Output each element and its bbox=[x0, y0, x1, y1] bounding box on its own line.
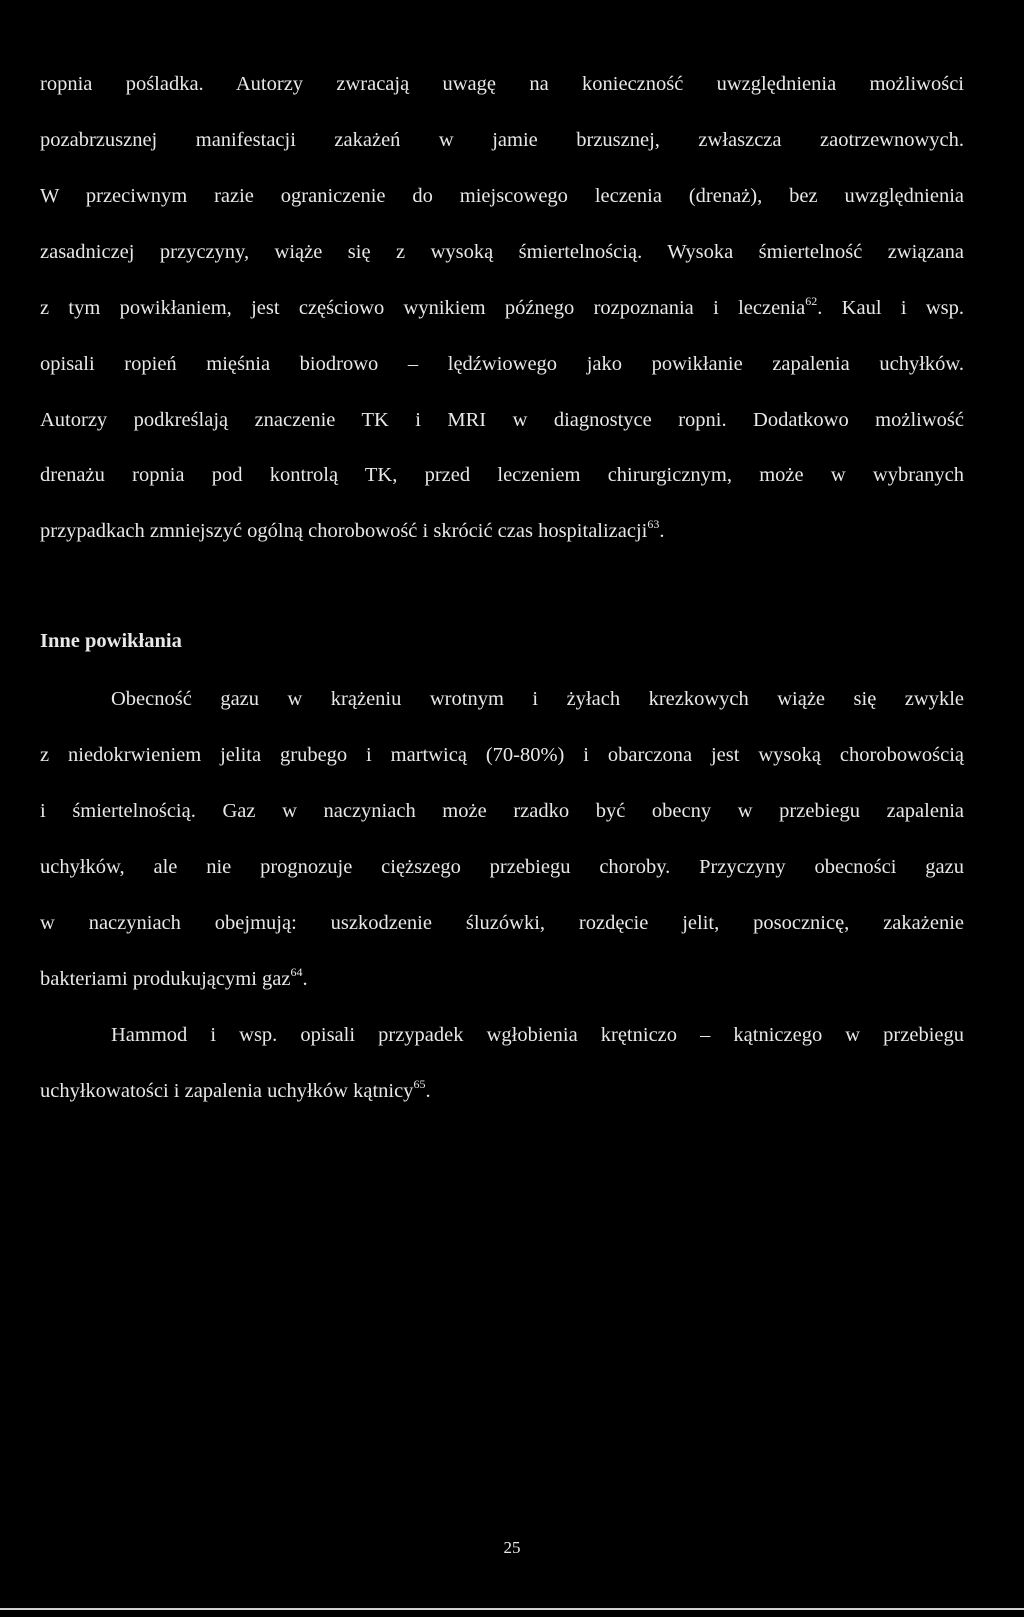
text-segment: bakteriami produkującymi gaz bbox=[40, 968, 291, 990]
text-line: zasadniczej przyczyny, wiąże się z wysoką śmiertelnością. Wysoka śmiertelność związana bbox=[40, 241, 964, 263]
reference-62: 62 bbox=[805, 294, 818, 309]
text-line bbox=[40, 296, 964, 320]
page-number: 25 bbox=[503, 1538, 521, 1557]
text-line bbox=[40, 1079, 964, 1103]
text-segment: uchyłkowatości i zapalenia uchyłków kątnicy bbox=[40, 1080, 414, 1102]
text-line: pozabrzusznej manifestacji zakażeń w jamie brzusznej, zwłaszcza zaotrzewnowych. bbox=[40, 129, 964, 151]
section-heading: Inne powikłania bbox=[40, 630, 182, 652]
text-segment: . bbox=[425, 1080, 431, 1102]
text-line: drenażu ropnia pod kontrolą TK, przed leczeniem chirurgicznym, może w wybranych bbox=[40, 464, 964, 486]
text-line: Obecność gazu w krążeniu wrotnym i żyłach krezkowych wiąże się zwykle bbox=[111, 688, 964, 710]
text-line: Hammod i wsp. opisali przypadek wgłobienia krętniczo – kątniczego w przebiegu bbox=[111, 1024, 964, 1046]
text-segment: . Kaul i wsp. bbox=[817, 297, 964, 319]
text-line: uchyłków, ale nie prognozuje cięższego przebiegu choroby. Przyczyny obecności gazu bbox=[40, 856, 964, 878]
text-line bbox=[40, 967, 964, 991]
bottom-divider bbox=[0, 1608, 1024, 1610]
text-segment: . bbox=[302, 968, 308, 990]
text-line: i śmiertelnością. Gaz w naczyniach może rzadko być obecny w przebiegu zapalenia bbox=[40, 800, 964, 822]
text-line: Autorzy podkreślają znaczenie TK i MRI w diagnostyce ropni. Dodatkowo możliwość bbox=[40, 409, 964, 431]
text-line bbox=[40, 519, 964, 543]
text-line: opisali ropień mięśnia biodrowo – lędźwiowego jako powikłanie zapalenia uchyłków. bbox=[40, 353, 964, 375]
text-segment: . bbox=[659, 520, 665, 542]
reference-64: 64 bbox=[290, 965, 303, 980]
text-line: w naczyniach obejmują: uszkodzenie śluzówki, rozdęcie jelit, posocznicę, zakażenie bbox=[40, 912, 964, 934]
text-segment: z tym powikłaniem, jest częściowo wynikiem późnego rozpoznania i leczenia bbox=[40, 297, 806, 319]
reference-65: 65 bbox=[413, 1077, 426, 1092]
text-segment: przypadkach zmniejszyć ogólną chorobowość i skrócić czas hospitalizacji bbox=[40, 520, 648, 542]
text-line: z niedokrwieniem jelita grubego i martwicą (70-80%) i obarczona jest wysoką chorobowością bbox=[40, 744, 964, 766]
reference-63: 63 bbox=[647, 517, 660, 532]
text-line: ropnia pośladka. Autorzy zwracają uwagę na konieczność uwzględnienia możliwości bbox=[40, 73, 964, 95]
text-line: W przeciwnym razie ograniczenie do miejscowego leczenia (drenaż), bez uwzględnienia bbox=[40, 185, 964, 207]
